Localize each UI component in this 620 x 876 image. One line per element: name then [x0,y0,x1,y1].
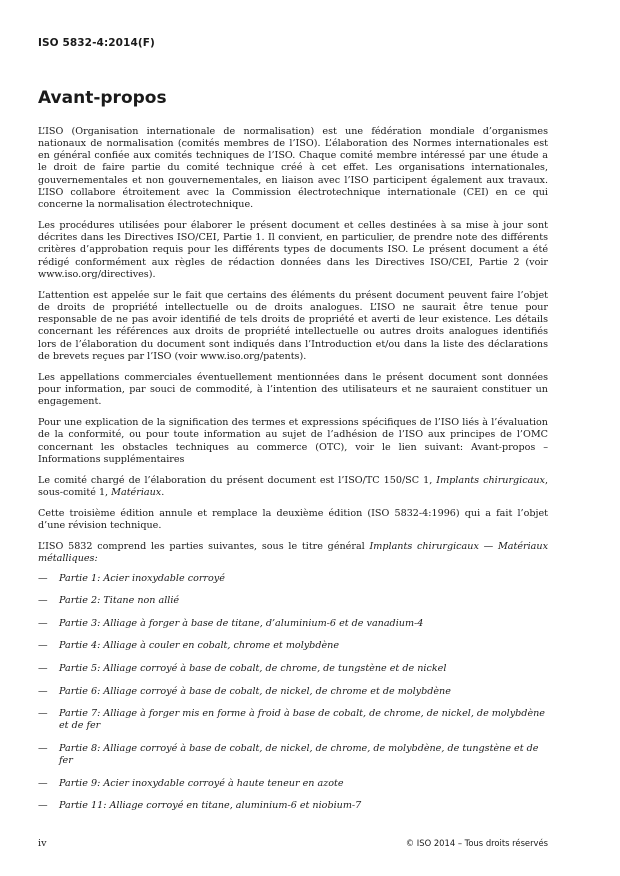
foreword-body [38,126,548,823]
list-dash: — [38,572,48,584]
list-item-text: Partie 1: Acier inoxydable corroyé [59,572,225,584]
list-dash: — [38,595,48,607]
list-item [38,686,548,698]
list-item-text: Partie 7: Alliage à forger mis en forme à froid à base de cobalt, de chrome, de nickel, de molybdène et de fer [59,708,545,732]
paragraph-edition: Cette troisième édition annule et remplace la deuxième édition (ISO 5832-4:1996) qui a fait l’objet d’une révision technique. [38,508,548,532]
subcommittee-name: Matériaux [111,487,162,499]
list-item [38,618,548,630]
general-title: Implants chirurgicaux — Matériaux métalliques: [38,540,548,564]
paragraph-conformity: Pour une explication de la signification des termes et expressions spécifiques de l’ISO liés à l’évaluation de la conformité, ou pour toute information au sujet de l’adhésion de l’ISO aux principes de l’OMC concernant les obstacles techniques au commerce (OTC), voir le lien suivant: Avant-propos – Informations supplémentaires [38,417,548,465]
committee-name: Implants chirurgicaux [436,474,545,486]
paragraph-patents: L’attention est appelée sur le fait que certains des éléments du présent document peuvent faire l’objet de droits de propriété intellectuelle ou de droits analogues. L’ISO ne saurait être tenue pour responsable de ne pas avoir identifié de tels droits de propriété et averti de leur existence. Les détails concernant les références aux droits de propriété intellectuelle ou autres droits analogues identifiés lors de l’élaboration du document sont indiqués dans l’Introduction et/ou dans la liste des déclarations de brevets reçues par l’ISO (voir www.iso.org/patents). [38,289,548,362]
list-item-text: Partie 6: Alliage corroyé à base de cobalt, de nickel, de chrome et de molybdène [59,685,451,697]
list-item-text: Partie 11: Alliage corroyé en titane, aluminium-6 et niobium-7 [59,800,362,812]
list-item [38,800,548,812]
list-item [38,708,548,732]
list-dash: — [38,640,48,652]
list-item [38,640,548,652]
committee-text: Le comité chargé de l’élaboration du présent document est l’ISO/TC 150/SC 1, [38,474,437,486]
list-item-text: Partie 5: Alliage corroyé à base de cobalt, de chrome, de tungstène et de nickel [59,663,447,675]
parts-intro-text: L’ISO 5832 comprend les parties suivantes, sous le titre général [38,540,370,552]
list-item [38,573,548,585]
paragraph-parts-intro [38,541,548,565]
paragraph-iso-intro: L’ISO (Organisation internationale de normalisation) est une fédération mondiale d’organismes nationaux de normalisation (comités membres de l’ISO). L’élaboration des Normes internationales est en général confiée aux comités techniques de l’ISO. Chaque comité membre intéressé par une étude a le droit de faire partie du comité technique créé à cet effet. Les organisations internationales, gouvernementales et non gouvernementales, en liaison avec l’ISO participent également aux travaux. L’ISO collabore étroitement avec la Commission électrotechnique internationale (CEI) en ce qui concerne la normalisation électrotechnique. [38,126,548,210]
list-dash: — [38,685,48,697]
page-number: iv [38,838,47,849]
list-item-text: Partie 4: Alliage à couler en cobalt, chrome et molybdène [59,640,340,652]
list-dash: — [38,742,48,754]
list-item [38,663,548,675]
list-dash: — [38,663,48,675]
committee-text-middle: , sous-comité 1, [38,474,548,499]
paragraph-committee [38,475,548,499]
paragraph-procedures: Les procédures utilisées pour élaborer le présent document et celles destinées à sa mise à jour sont décrites dans les Directives ISO/CEI, Partie 1. Il convient, en particulier, de prendre note des différents critères d’approbation requis pour les différents types de documents ISO. Le présent document a été rédigé conformément aux règles de rédaction données dans les Directives ISO/CEI, Partie 2 (voir www.iso.org/directives). [38,220,548,280]
paragraph-trade-names: Les appellations commerciales éventuellement mentionnées dans le présent document sont données pour information, par souci de commodité, à l’intention des utilisateurs et ne sauraient constituer un engagement. [38,371,548,408]
committee-text-end: . [161,487,165,499]
list-item-text: Partie 3: Alliage à forger à base de titane, d’aluminium-6 et de vanadium-4 [59,617,424,629]
list-item [38,595,548,607]
list-item-text: Partie 8: Alliage corroyé à base de cobalt, de nickel, de chrome, de molybdène, de tungstène et de fer [59,742,539,766]
list-dash: — [38,800,48,812]
copyright-notice: © ISO 2014 – Tous droits réservés [405,838,548,848]
document-id: ISO 5832-4:2014(F) [38,37,155,49]
list-item-text: Partie 2: Titane non allié [59,595,180,607]
list-dash: — [38,617,48,629]
list-dash: — [38,777,48,789]
page-title: Avant-propos [38,88,167,108]
list-item [38,778,548,790]
list-dash: — [38,708,48,720]
list-item-text: Partie 9: Acier inoxydable corroyé à haute teneur en azote [59,777,344,789]
parts-list [38,573,548,812]
list-item [38,743,548,767]
